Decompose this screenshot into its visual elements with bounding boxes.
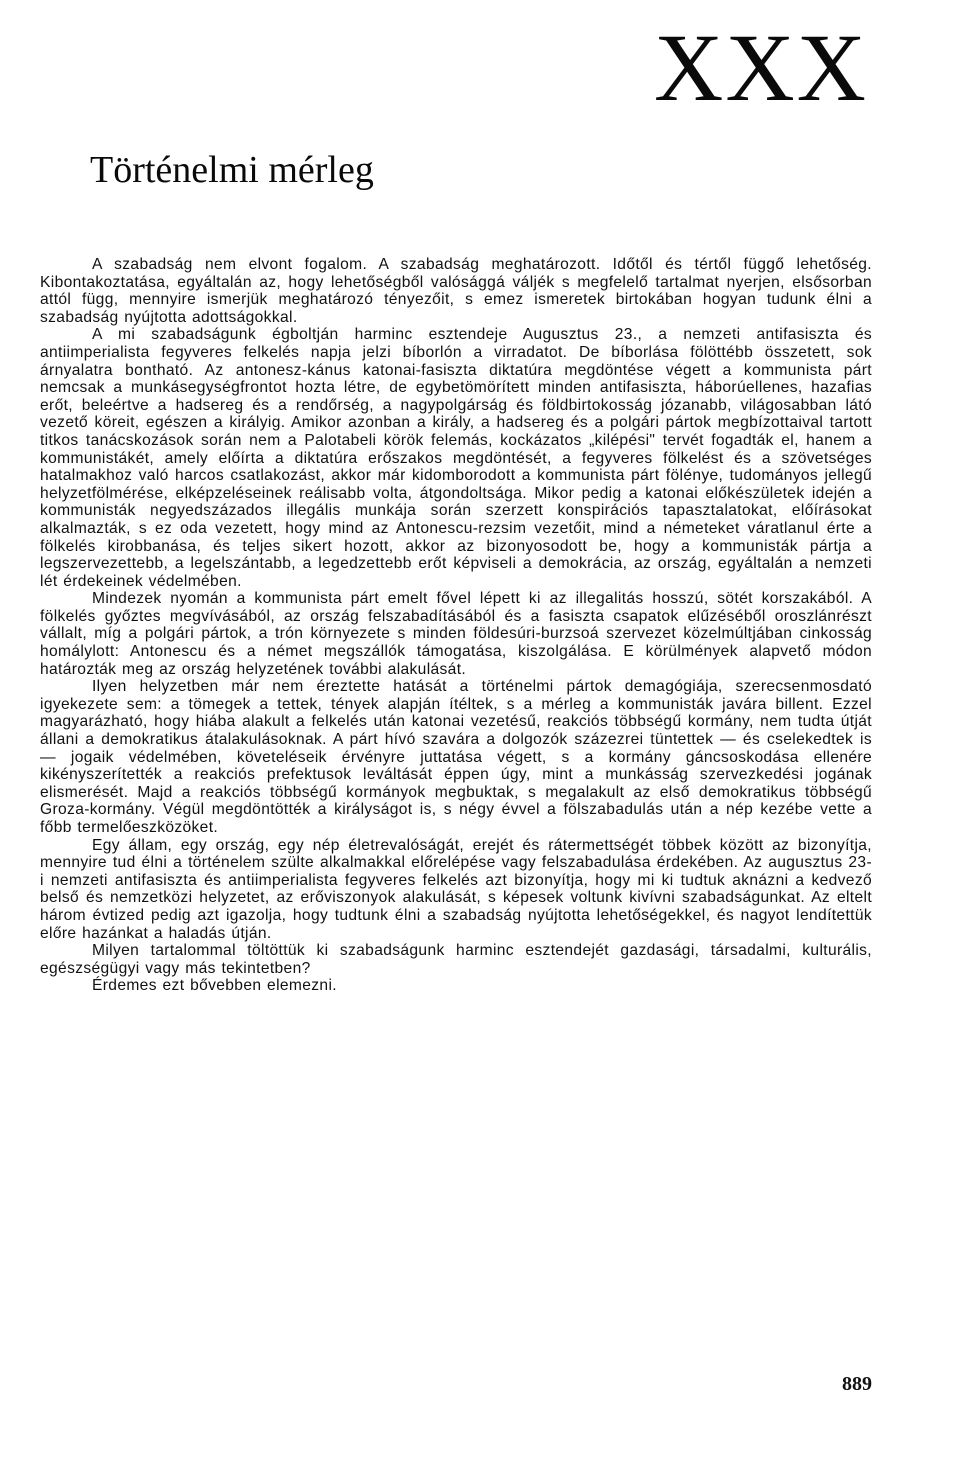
chapter-number: XXX [654, 14, 868, 121]
paragraph: Ilyen helyzetben már nem éreztette hatását a történelmi pártok demagógiája, szerecsenmosdató igyekezete sem: a tömegek a tettek, tények alapján ítéltek, s a mérleg a kommunisták javára billent. Ezzel magyarázható, hogy hiába alakult a felkelés után katonai vezetésű, reakciós többségű kormány, nem tudta útját állani a demokratikus átalakulásoknak. A párt hívó szavára a dolgozók százezrei tüntettek — és cselekedtek is — jogaik védelmében, követeléseik érvényre juttatása végett, s a kormány gáncsoskodása ellenére kikényszerítették a reakciós prefektusok leváltását éppen úgy, mint a munkásság szervezkedési jogának elismerését. Majd a reakciós többségű kormányok megbuktak, s megalakult az első demokratikus többségű Groza-kormány. Végül megdöntötték a királyságot is, s négy évvel a fölszabadulás után a nép kezébe vette a főbb termelőeszközöket. [40, 678, 872, 836]
page-title: Történelmi mérleg [90, 149, 374, 191]
body-text [40, 256, 872, 995]
paragraph: A szabadság nem elvont fogalom. A szabadság meghatározott. Időtől és tértől függő lehetőség. Kibontakoztatása, egyáltalán az, hogy lehetőségből valósággá váljék s megfelelő tartalmat nyerjen, elsősorban attól függ, mennyire ismerjük meghatározó tényezőit, s emez ismeretek birtokában hogyan tudunk élni a szabadság nyújtotta adottságokkal. [40, 256, 872, 326]
paragraph: Milyen tartalommal töltöttük ki szabadságunk harminc esztendejét gazdasági, társadalmi, kulturális, egészségügyi vagy más tekintetben? [40, 942, 872, 977]
page-number: 889 [842, 1373, 872, 1395]
paragraph: Mindezek nyomán a kommunista párt emelt fővel lépett ki az illegalitás hosszú, sötét korszakából. A fölkelés győztes megvívásából, az ország felszabadításából és a fasiszta csapatok elűzéséből oroszlánrészt vállalt, míg a polgári pártok, a trón környezete s minden földesúri-burzsoá szervezet közelmúltjában cinkosság homálylott: Antonescu és a német megszállók támogatása, kiszolgálása. E körülmények alapvető módon határozták meg az ország helyzetének további alakulását. [40, 590, 872, 678]
paragraph: A mi szabadságunk égboltján harminc esztendeje Augusztus 23., a nemzeti antifasiszta és antiimperialista fegyveres felkelés napja jelzi bíborlón a virradatot. De bíborlása fölöttébb összetett, sok árnyalatra bontható. Az antonesz-kánus katonai-fasiszta diktatúra megdöntése végett a kommunista párt nemcsak a munkásegységfrontot hozta létre, de egybetömörített minden antifasiszta, háborúellenes, hazafias erőt, beleértve a hadsereg és a rendőrség, a nagypolgárság és földbirtokosság józanabb, világosabban látó vezető köreit, egészen a királyig. Amikor azonban a király, a hadsereg és a polgári pártok megbízottaival tartott titkos tanácskozások során nem a Palotabeli körök felemás, kockázatos „kilépési" tervét fogadták el, hanem a kommunistákét, amely előírta a diktatúra erőszakos megdöntését, a fegyveres fölkelést és a szövetséges hatalmakhoz való harcos csatlakozást, akkor már kidomborodott a kommunista párt fölénye, tudományos jellegű helyzetfölmérése, elképzeléseinek reálisabb volta, átgondoltsága. Mikor pedig a katonai előkészületek idején a kommunisták negyedszázados illegális munkája során szerzett konspirációs tapasztalatokat, előírásokat alkalmazták, s ez oda vezetett, hogy mind az Antonescu-rezsim vezetőit, mind a németeket váratlanul érte a fölkelés kirobbanása, és teljes sikert hozott, akkor az bizonyosodott be, hogy a kommunisták pártja a legszervezettebb, a legelszántabb, a legedzettebb erőt képviseli a demokrácia, az ország, egyáltalán a nemzeti lét érdekeinek védelmében. [40, 326, 872, 590]
paragraph: Egy állam, egy ország, egy nép életrevalóságát, erejét és rátermettségét többek között az bizonyítja, mennyire tud élni a történelem szülte alkalmakkal előrelépése vagy felszabadulása érdekében. Az augusztus 23-i nemzeti antifasiszta és antiimperialista fegyveres felkelés azt bizonyítja, hogy mi ki tudtuk aknázni a kedvező belső és nemzetközi helyzetet, az erőviszonyok alakulását, s képesek voltunk kivívni szabadságunkat. Az eltelt három évtized pedig azt igazolja, hogy tudtunk élni a szabadság nyújtotta lehetőségekkel, és nagyot lendítettük előre hazánkat a haladás útján. [40, 836, 872, 942]
paragraph: Érdemes ezt bővebben elemezni. [92, 977, 337, 995]
